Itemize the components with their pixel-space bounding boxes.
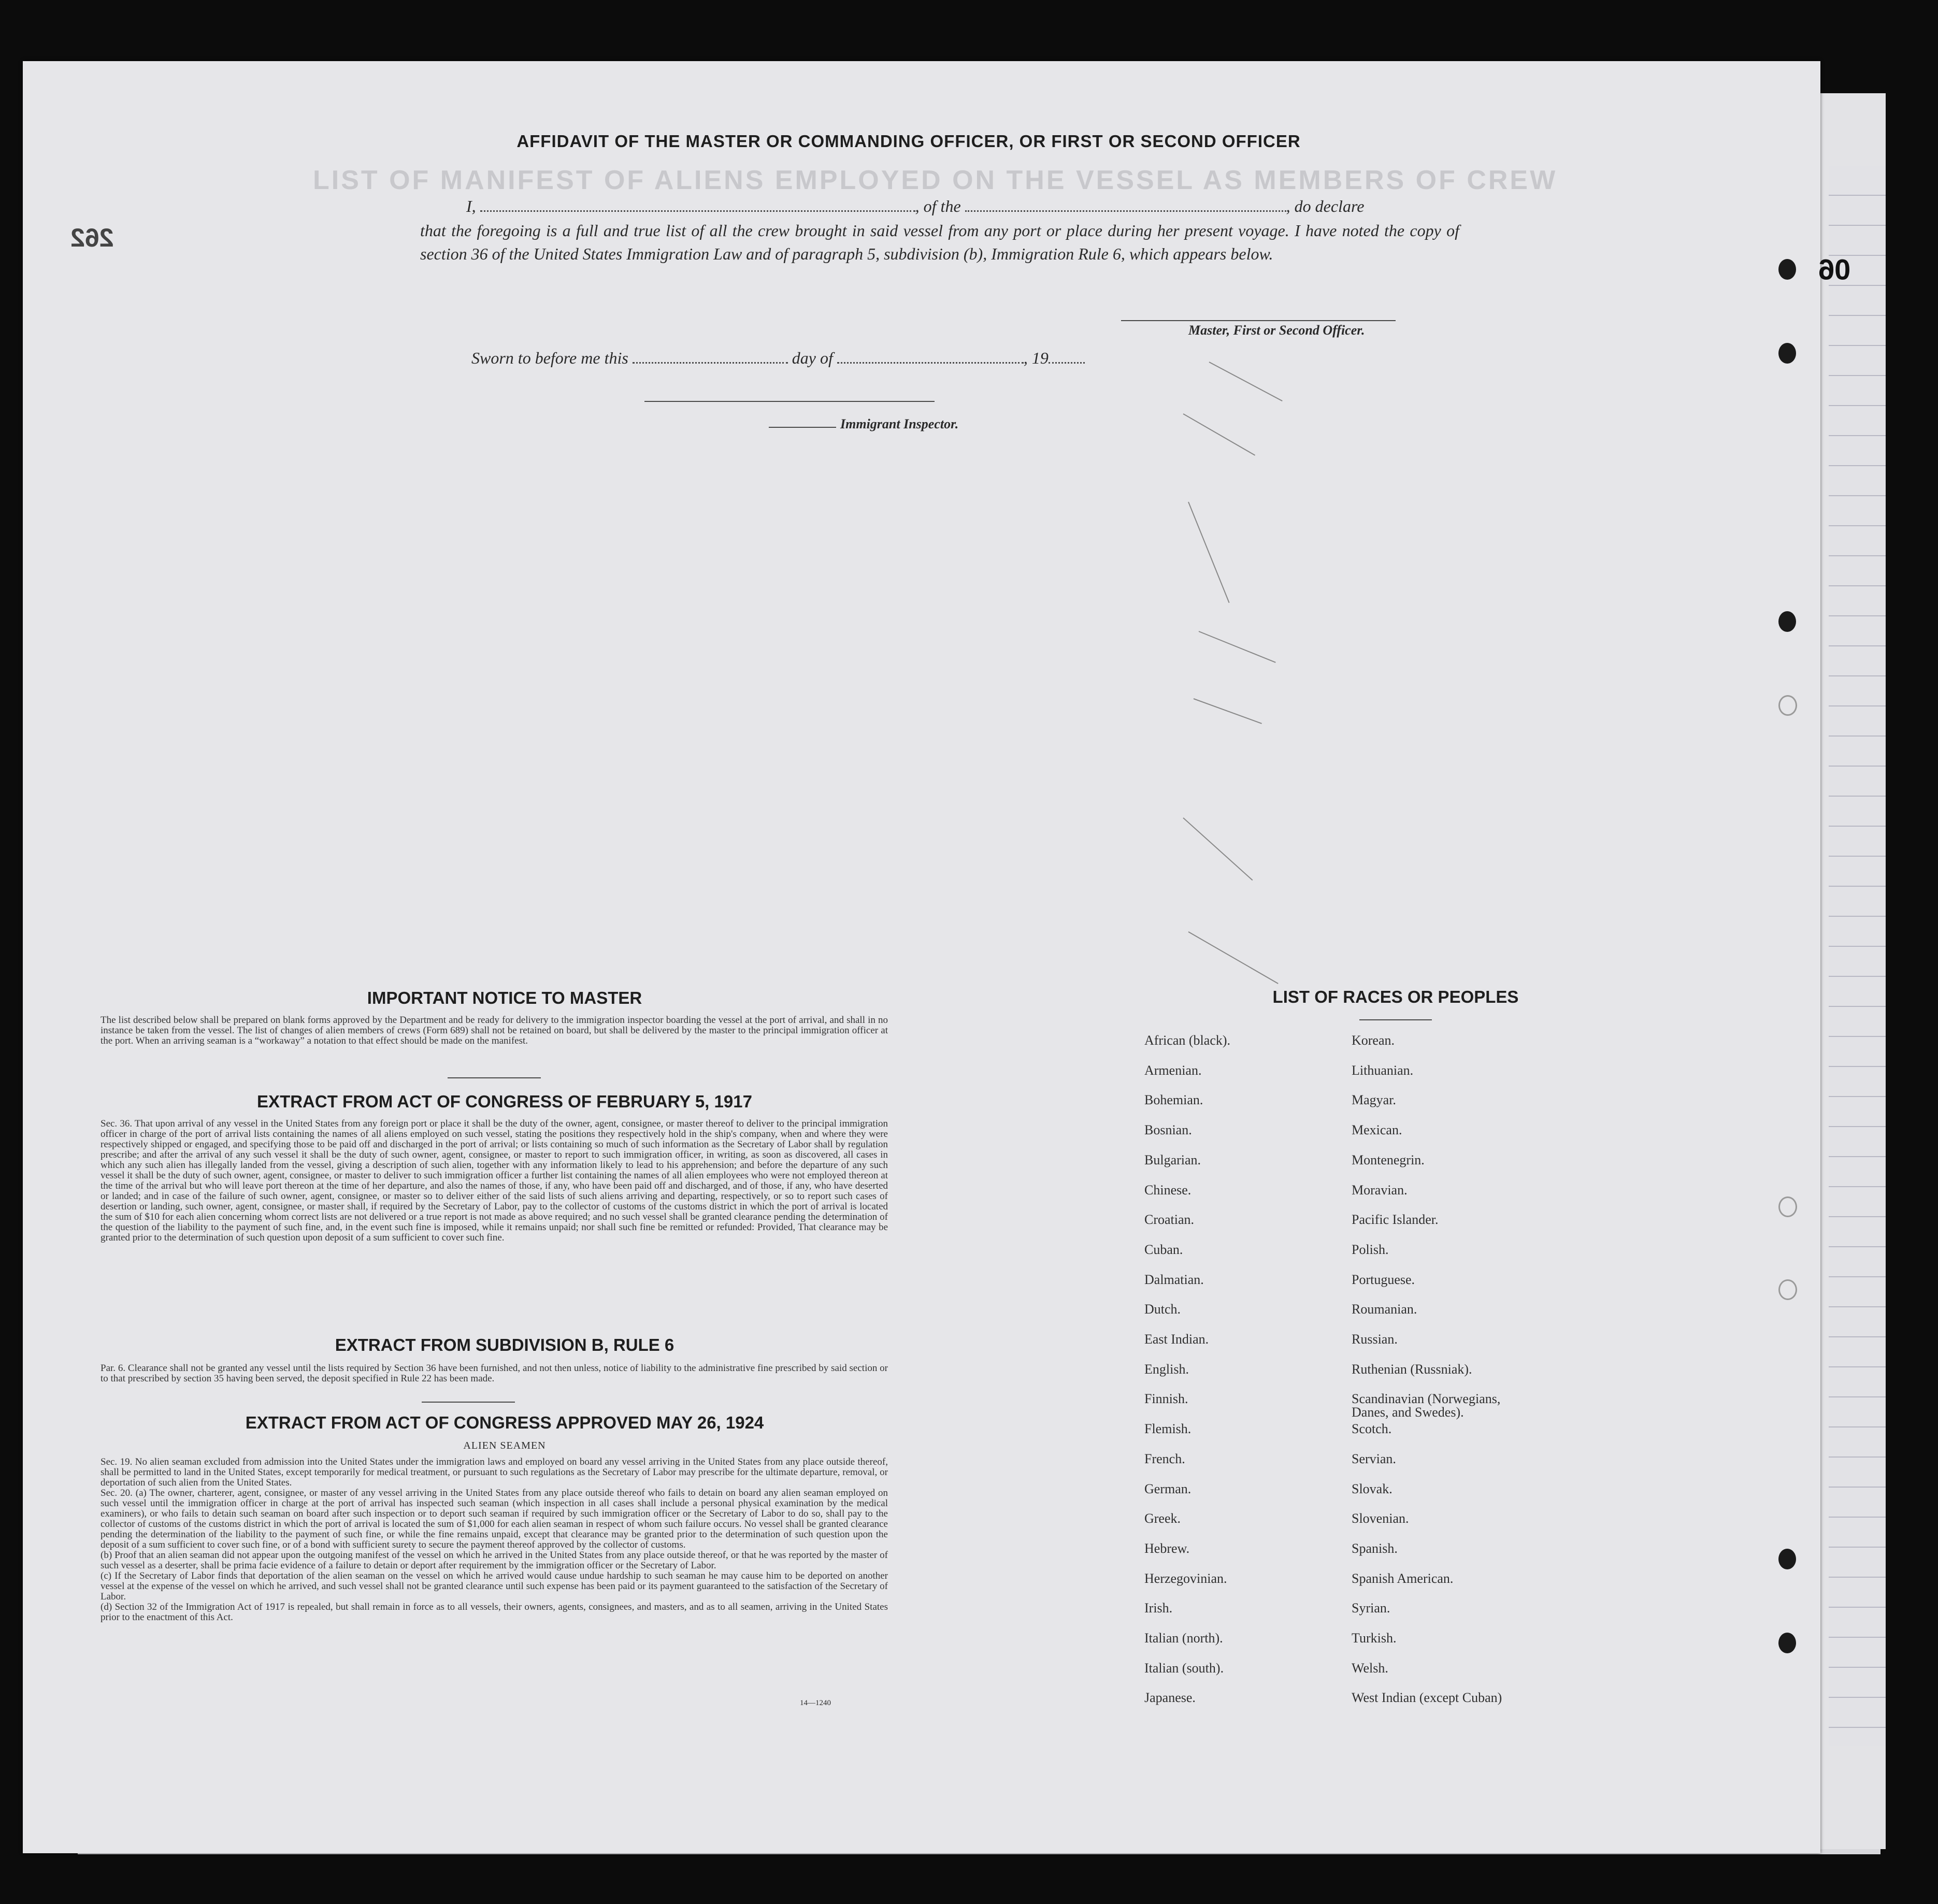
race-item: Servian. bbox=[1352, 1451, 1396, 1466]
race-item: Syrian. bbox=[1352, 1600, 1390, 1616]
notice-text: The list described below shall be prepared on blank forms approved by the Department and be ready for delivery to the immigration inspector boarding the vessel at the port of arrival, and shall in no instance be taken from the vessel. The list of changes of alien members of crews (Form 689) shall not be retained on board, but shall be delivered by the master to the principal immigration officer at the port. When an arriving seaman is a “workaway” a notation to that effect should be made on the manifest. bbox=[101, 1015, 888, 1046]
pen-stroke bbox=[1188, 502, 1230, 603]
extract1-title: EXTRACT FROM ACT OF CONGRESS OF FEBRUARY 5, 1917 bbox=[257, 1092, 752, 1111]
race-item: Korean. bbox=[1352, 1033, 1395, 1048]
affidavit-of-the: , of the bbox=[915, 197, 961, 215]
signature-line bbox=[1121, 320, 1396, 321]
race-item: Montenegrin. bbox=[1352, 1152, 1425, 1167]
races-title: LIST OF RACES OR PEOPLES bbox=[1272, 987, 1519, 1006]
race-item: Scandinavian (Norwegians, Danes, and Swedes). bbox=[1352, 1391, 1501, 1420]
bleed-through-header: LIST OF MANIFEST OF ALIENS EMPLOYED ON THE VESSEL AS MEMBERS OF CREW bbox=[313, 165, 1558, 195]
punch-hole bbox=[1778, 1549, 1796, 1569]
race-item: Finnish. bbox=[1144, 1391, 1188, 1407]
pen-stroke bbox=[1188, 931, 1279, 984]
extract3-sec20d: (d) Section 32 of the Immigration Act of 1917 is repealed, but shall remain in force as to all vessels, their owners, agents, consignees, and masters, and as to all seamen, arriving in the United States prior to the enactment of this Act. bbox=[101, 1602, 888, 1623]
race-item: Spanish. bbox=[1352, 1540, 1398, 1556]
name-blank bbox=[480, 210, 915, 212]
signature-label: Master, First or Second Officer. bbox=[1188, 323, 1365, 338]
extract2-title: EXTRACT FROM SUBDIVISION B, RULE 6 bbox=[335, 1335, 674, 1354]
extract3-sec19: Sec. 19. No alien seaman excluded from admission into the United States under the immigration laws and employed on board any vessel arriving in the United States from any place outside thereof, shall be permitted to land in the United States, except temporarily for medical treatment, or pursuant to such regulations as the Secretary of Labor may prescribe for the ultimate departure, removal, or deportation of such alien from the United States. bbox=[101, 1456, 888, 1488]
race-item: Welsh. bbox=[1352, 1660, 1388, 1676]
punch-hole bbox=[1778, 343, 1796, 364]
extract3-sec20a: Sec. 20. (a) The owner, charterer, agent, consignee, or master of any vessel arriving in the United States from any place outside thereof who fails to detain on board any alien seaman employed on such vessel until the immigration officer in charge at the port of arrival has inspected such seaman (which inspection in all cases shall include a personal physical examination by the medical examiners), or who fails to detain such seaman on board after such inspection or to deport such seaman if required by such immigration officer or the Secretary of Labor to do so, shall pay to the collector of customs of the customs district in which the port of arrival is located the sum of $1,000 for each alien seaman in respect of whom such failure occurs. No vessel shall be granted clearance pending the determination of the liability to the payment of such fine, or while the fine remains unpaid, except that clearance may be granted prior to the determination of such question upon the deposit of a sum sufficient to cover such fine, or of a bond with sufficient surety to secure the payment thereof approved by the collector of customs. bbox=[101, 1488, 888, 1550]
affidavit-body: that the foregoing is a full and true list of all the crew brought in said vessel from any port or place during her present voyage. I have noted the copy of section 36 of the United States Immigration Law and of paragraph 5, subdivision (b), Immigration Rule 6, which appears below. bbox=[420, 221, 1459, 263]
day-of-text: day of bbox=[792, 349, 833, 367]
race-item: Greek. bbox=[1144, 1511, 1181, 1526]
pen-stroke bbox=[1209, 362, 1283, 401]
race-item: Irish. bbox=[1144, 1600, 1173, 1616]
pen-stroke bbox=[1183, 413, 1256, 456]
race-item: East Indian. bbox=[1144, 1332, 1209, 1347]
day-blank bbox=[633, 362, 788, 364]
punch-hole bbox=[1778, 1196, 1797, 1217]
inspector-line bbox=[644, 401, 935, 402]
race-item: Japanese. bbox=[1144, 1690, 1196, 1706]
race-item: Bosnian. bbox=[1144, 1122, 1192, 1138]
year-blank bbox=[1049, 362, 1085, 364]
race-item: Armenian. bbox=[1144, 1062, 1202, 1078]
race-item: Slovak. bbox=[1352, 1481, 1393, 1496]
extract3-body bbox=[101, 1457, 888, 1623]
race-item: Spanish American. bbox=[1352, 1570, 1454, 1586]
race-item: Herzegovinian. bbox=[1144, 1570, 1227, 1586]
divider bbox=[1359, 1019, 1432, 1020]
race-item: Pacific Islander. bbox=[1352, 1212, 1439, 1228]
race-item: Mexican. bbox=[1352, 1122, 1402, 1138]
race-item: Dutch. bbox=[1144, 1302, 1181, 1317]
race-item: Dalmatian. bbox=[1144, 1272, 1204, 1287]
divider bbox=[422, 1402, 515, 1403]
pen-stroke bbox=[1183, 817, 1253, 881]
extract2-text: Par. 6. Clearance shall not be granted any vessel until the lists required by Section 36 have been furnished, and not then unless, notice of liability to the administrative fine prescribed by said section or to that prescribed by section 35 having been served, the deposit specified in Rule 22 has been made. bbox=[101, 1363, 888, 1384]
inspector-label: Immigrant Inspector. bbox=[840, 416, 959, 431]
inspector-short-line bbox=[769, 427, 836, 428]
race-item: Slovenian. bbox=[1352, 1511, 1409, 1526]
race-item: Polish. bbox=[1352, 1242, 1389, 1257]
year-text: , 19 bbox=[1023, 349, 1049, 367]
punch-hole bbox=[1778, 695, 1797, 716]
race-item: Ruthenian (Russniak). bbox=[1352, 1361, 1472, 1377]
race-item: Italian (north). bbox=[1144, 1631, 1223, 1646]
race-item: West Indian (except Cuban) bbox=[1352, 1690, 1502, 1706]
race-item: Bohemian. bbox=[1144, 1092, 1203, 1108]
extract1-text: Sec. 36. That upon arrival of any vessel in the United States from any foreign port or place it shall be the duty of the owner, agent, consignee, or master thereof to deliver to the principal immigration officer in charge of the port of arrival lists containing the names of all aliens employed on such vessel, stating the positions they respectively hold in the ship's company, when and where they were respectively shipped or engaged, and specifying those to be paid off and discharged in the port of arrival; or lists containing so much of such information as the Secretary of Labor shall by regulation prescribe; and after the arrival of any such vessel it shall be the duty of such owner, agent, consignee, or master to report to such immigration officer, in writing, as soon as discovered, all cases in which any such alien has illegally landed from the vessel, giving a description of such alien, together with any information likely to lead to his apprehension; and before the departure of any such vessel it shall be the duty of such owner, agent, consignee, or master to deliver to such immigration officer a further list containing the names of all alien employees who were not employed thereon at the time of the arrival but who will leave port thereon at the time of her departure, and also the names of those, if any, who have been paid off and discharged, and of those, if any, who have deserted or landed; and in case of the failure of such owner, agent, consignee, or master so to deliver either of the said lists of such aliens arriving and departing, respectively, or so to report such cases of desertion or landing, such owner, agent, consignee, or master shall, if required by the Secretary of Labor, pay to the collector of customs of the customs district in which the port of arrival is located the sum of $10 for each alien concerning whom correct lists are not delivered or a true report is not made as above required; and no such vessel shall be granted clearance pending the determination of the question of the liability to the payment of such fine, and, in the event such fine is imposed, while it remains unpaid; nor shall such fine be remitted or refunded: Provided, That clearance may be granted prior to the determination of such question upon deposit of a sum sufficient to cover such fine. bbox=[101, 1118, 888, 1243]
race-item: Hebrew. bbox=[1144, 1540, 1190, 1556]
affidavit-title: AFFIDAVIT OF THE MASTER OR COMMANDING OFFICER, OR FIRST OR SECOND OFFICER bbox=[516, 132, 1301, 151]
affidavit-i: I, bbox=[466, 197, 476, 215]
edge-mark: 90 bbox=[1818, 253, 1851, 286]
extract3-subtitle: ALIEN SEAMEN bbox=[463, 1440, 546, 1451]
race-item: Chinese. bbox=[1144, 1182, 1191, 1198]
race-item: Russian. bbox=[1352, 1332, 1398, 1347]
punch-hole bbox=[1778, 1279, 1797, 1300]
race-item: Italian (south). bbox=[1144, 1660, 1224, 1676]
divider bbox=[448, 1077, 541, 1078]
race-item: Croatian. bbox=[1144, 1212, 1195, 1228]
race-item: Moravian. bbox=[1352, 1182, 1408, 1198]
document-page bbox=[23, 61, 1851, 1853]
race-item: Roumanian. bbox=[1352, 1302, 1417, 1317]
race-item: Portuguese. bbox=[1352, 1272, 1415, 1287]
vessel-blank bbox=[965, 210, 1286, 212]
month-blank bbox=[837, 362, 1024, 364]
race-item: Cuban. bbox=[1144, 1242, 1183, 1257]
race-item: Bulgarian. bbox=[1144, 1152, 1201, 1167]
punch-hole bbox=[1778, 1633, 1796, 1653]
race-item: Lithuanian. bbox=[1352, 1062, 1414, 1078]
extract3-sec20b: (b) Proof that an alien seaman did not appear upon the outgoing manifest of the vessel on which he arrived in the United States from any place outside thereof, or that he was reported by the master of such vessel as a deserter, shall be prima facie evidence of a failure to detain or deport after requirement by the immigration officer or the Secretary of Labor. bbox=[101, 1550, 888, 1571]
race-item: Turkish. bbox=[1352, 1631, 1397, 1646]
punch-hole bbox=[1778, 611, 1796, 632]
side-label: 262 bbox=[70, 223, 114, 252]
extract3-sec20c: (c) If the Secretary of Labor finds that deportation of the alien seaman on the vessel on which he arrived would cause undue hardship to such seaman he may cause him to be deported on another vessel at the expense of the vessel on which he arrived, and such vessel shall not be granted clearance until such expense has been paid or its payment guaranteed to the satisfaction of the Secretary of Labor. bbox=[101, 1570, 888, 1602]
ruled-sheet-edge bbox=[1829, 166, 1886, 1746]
affidavit-declare: , do declare bbox=[1286, 197, 1365, 215]
race-item: Flemish. bbox=[1144, 1421, 1191, 1437]
punch-hole bbox=[1778, 259, 1796, 280]
sworn-text: Sworn to before me this bbox=[471, 349, 628, 367]
notice-title: IMPORTANT NOTICE TO MASTER bbox=[367, 988, 642, 1007]
form-number: 14—1240 bbox=[800, 1699, 831, 1707]
affidavit-declaration-line bbox=[466, 197, 1364, 216]
race-item: English. bbox=[1144, 1361, 1189, 1377]
race-item: Magyar. bbox=[1352, 1092, 1396, 1108]
pen-stroke bbox=[1199, 631, 1276, 663]
extract3-title: EXTRACT FROM ACT OF CONGRESS APPROVED MAY 26, 1924 bbox=[245, 1413, 764, 1432]
race-item: African (black). bbox=[1144, 1033, 1231, 1048]
sworn-line bbox=[471, 349, 1085, 368]
race-item: French. bbox=[1144, 1451, 1185, 1466]
race-item: Scotch. bbox=[1352, 1421, 1392, 1437]
race-item: German. bbox=[1144, 1481, 1191, 1496]
pen-stroke bbox=[1194, 698, 1262, 724]
